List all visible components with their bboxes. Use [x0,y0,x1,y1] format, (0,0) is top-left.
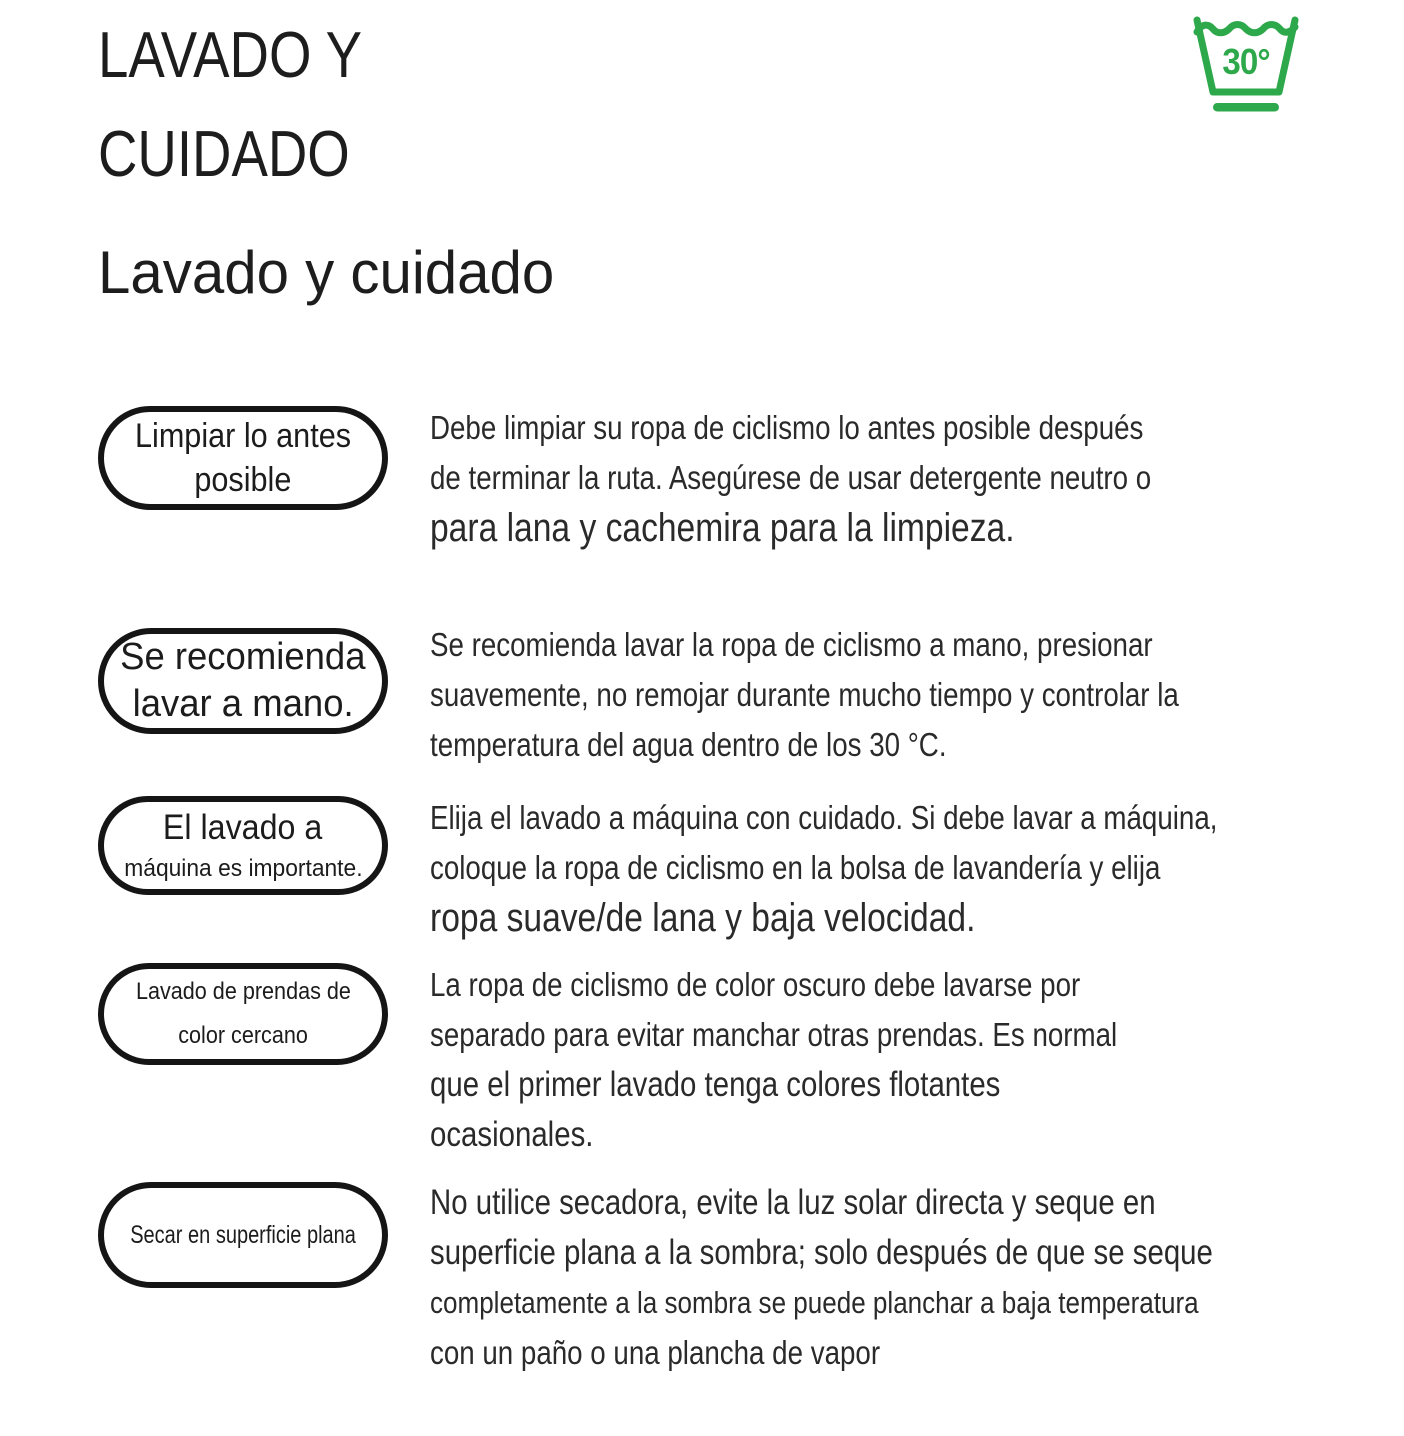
text-line: que el primer lavado tenga colores flotantes [430,1065,1001,1104]
label-line: color cercano [178,1022,308,1049]
label-line: máquina es importante. [123,854,363,882]
care-text [430,620,1321,770]
care-label-pill [98,628,388,734]
care-label-pill [98,406,388,510]
label-line: Lavado de prendas de [135,978,351,1005]
text-line: ropa suave/de lana y baja velocidad. [430,896,976,940]
text-line: separado para evitar manchar otras prendas. Es normal [430,1016,1118,1053]
care-text [430,1178,1362,1378]
wash-temperature-label: 30° [1222,42,1270,83]
page-title-line-1: LAVADO Y [98,18,363,91]
wash-30-icon [1186,14,1306,114]
care-text [430,960,1248,1160]
text-line: con un paño o una plancha de vapor [430,1334,881,1371]
text-line: La ropa de ciclismo de color oscuro debe lavarse por [430,966,1081,1003]
label-line: lavar a mano. [132,683,354,725]
text-line: ocasionales. [430,1115,594,1154]
text-line: Debe limpiar su ropa de ciclismo lo antes posible después [430,409,1144,446]
text-line: coloque la ropa de ciclismo en la bolsa de lavandería y elija [430,849,1161,886]
care-label-pill [98,1182,388,1288]
text-line: completamente a la sombra se puede planchar a baja temperatura [430,1285,1199,1320]
text-line: Se recomienda lavar la ropa de ciclismo a mano, presionar [430,626,1153,663]
label-line: Secar en superficie plana [130,1221,356,1249]
wash-water-wave [1197,25,1295,33]
care-text [430,793,1367,943]
text-line: de terminar la ruta. Asegúrese de usar detergente neutro o [430,459,1152,496]
mild-cycle-bar [1213,103,1279,112]
text-line: suavemente, no remojar durante mucho tiempo y controlar la [430,676,1179,713]
text-line: para lana y cachemira para la limpieza. [430,506,1015,550]
label-line: posible [194,461,292,499]
label-line: Limpiar lo antes [134,417,351,455]
care-label-pill [98,796,388,895]
text-line: No utilice secadora, evite la luz solar directa y seque en [430,1183,1156,1222]
text-line: superficie plana a la sombra; solo después de que se seque [430,1233,1213,1272]
label-line: El lavado a [163,807,323,847]
care-label-pill [98,963,388,1065]
care-text [430,403,1289,553]
text-line: temperatura del agua dentro de los 30 °C. [430,726,947,763]
section-title: Lavado y cuidado [98,239,555,306]
label-line: Se recomienda [120,636,366,678]
text-line: Elija el lavado a máquina con cuidado. Si debe lavar a máquina, [430,799,1218,836]
page-title-line-2: CUIDADO [98,117,350,190]
